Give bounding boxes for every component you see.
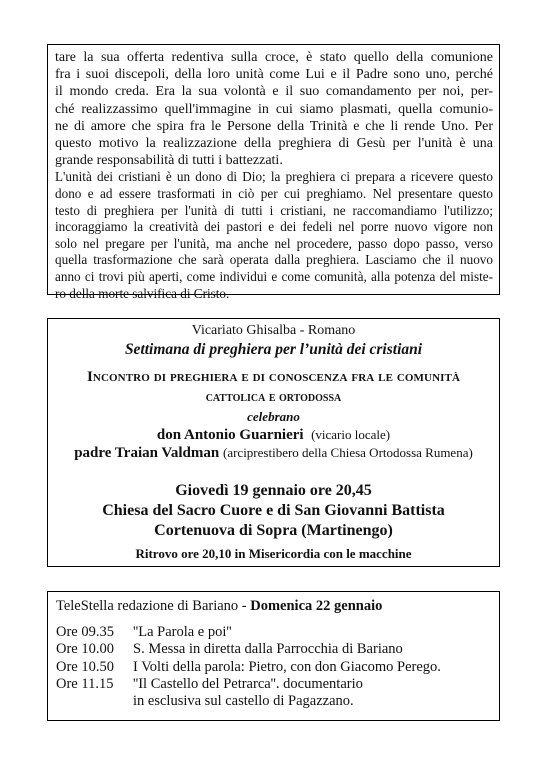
- schedule-time: Ore 11.15: [56, 675, 114, 692]
- celebrant-don-role: (vicario locale): [311, 427, 391, 442]
- paragraph-1: [55, 49, 493, 169]
- text-line: L'unità dei cristiani è un dono di Dio; la preghiera ci prepara a ricevere questo: [55, 169, 493, 185]
- text-line: anno ci trovi più aperti, come individui e come comunità, alla potenza del miste-: [55, 268, 493, 284]
- schedule-program: ''La Parola e poi'': [133, 624, 232, 640]
- intro-text-box: [47, 44, 500, 301]
- schedule-header-date: Domenica 22 gennaio: [250, 598, 383, 614]
- text-line: questo motivo la realizzazione della preghiera di Gesù per l'unità è una: [55, 136, 493, 152]
- text-line: solo nel pregare per l'unità, ma anche nel procedere, passo dopo passo, verso: [55, 235, 493, 251]
- schedule-time: Ore 09.35: [56, 624, 114, 640]
- schedule-row: [56, 641, 499, 658]
- celebrant-padre-role: (arciprestibero della Chiesa Ortodossa Rumena): [223, 445, 473, 460]
- celebrant-padre: [48, 445, 499, 462]
- schedule-time: Ore 10.50: [56, 658, 114, 675]
- text-line: ne di amore che spira fra le Persone della Trinità e che li rende Uno. Per: [55, 118, 493, 134]
- meeting-title-line2: cattolica e ortodossa: [205, 390, 342, 405]
- week-title: Settimana di preghiera per l’unità dei cristiani: [124, 341, 423, 358]
- schedule-program: S. Messa in diretta dalla Parrocchia di Bariano: [133, 641, 403, 658]
- text-line: fra i suoi discepoli, della loro unità come Lui e il Padre sono uno, perché: [55, 67, 493, 83]
- schedule-row: [56, 659, 499, 676]
- schedule-header: [56, 598, 499, 615]
- schedule-row: [56, 676, 499, 693]
- schedule-time: Ore 10.00: [56, 641, 114, 658]
- text-line: grande responsabilità di tutti i battezzati.: [55, 153, 283, 169]
- event-date: Giovedì 19 gennaio ore 20,45: [175, 482, 372, 499]
- vicariato-label: Vicariato Ghisalba - Romano: [191, 323, 356, 338]
- celebrant-padre-name: padre Traian Valdman: [74, 445, 220, 461]
- text-line: quella trasformazione che sarà operata dalla preghiera. Lasciamo che il nuovo: [55, 252, 493, 268]
- schedule-row: [56, 624, 499, 641]
- tv-schedule-box: [47, 591, 500, 721]
- event-place: Cortenuova di Sopra (Martinengo): [154, 522, 393, 539]
- meeting-point: Ritrovo ore 20,10 in Misericordia con le macchine: [135, 546, 412, 561]
- schedule-program: I Volti della parola: Pietro, con don Giacomo Perego.: [133, 658, 441, 675]
- celebrano-label: celebrano: [247, 409, 300, 424]
- schedule-program: ''Il Castello del Petrarca''. documentario: [133, 675, 363, 692]
- paragraph-2: [55, 169, 493, 302]
- text-line: ro della morte salvifica di Cristo.: [55, 285, 230, 301]
- event-announcement-box: [47, 318, 500, 567]
- schedule-header-text: TeleStella redazione di Bariano -: [56, 598, 251, 614]
- celebrant-don: [48, 427, 499, 444]
- text-line: il mondo creda. Era la sua volontà e il suo comandamento per noi, per-: [55, 84, 493, 100]
- text-line: incoraggiamo la creatività dei pastori e dei fedeli nel porre nuovo vigore non: [55, 219, 493, 235]
- meeting-title-line1: Incontro di preghiera e di conoscenza fra le comunità: [86, 369, 460, 385]
- celebrant-don-name: don Antonio Guarnieri: [156, 427, 304, 443]
- event-church: Chiesa del Sacro Cuore e di San Giovanni Battista: [102, 502, 445, 519]
- text-line: ché realizzassimo quell'immagine in cui siamo plasmati, quella comunio-: [55, 101, 493, 117]
- schedule-continuation: in esclusiva sul castello di Pagazzano.: [133, 693, 354, 710]
- text-line: testo di preghiera per l'unità di tutti i cristiani, ne raccomandiamo l'utilizzo;: [55, 202, 493, 218]
- text-line: tare la sua offerta redentiva sulla croce, è stato quello della comunione: [55, 50, 493, 65]
- text-line: dono e ad essere trasformati in ciò per cui preghiamo. Nel presentare questo: [55, 186, 493, 202]
